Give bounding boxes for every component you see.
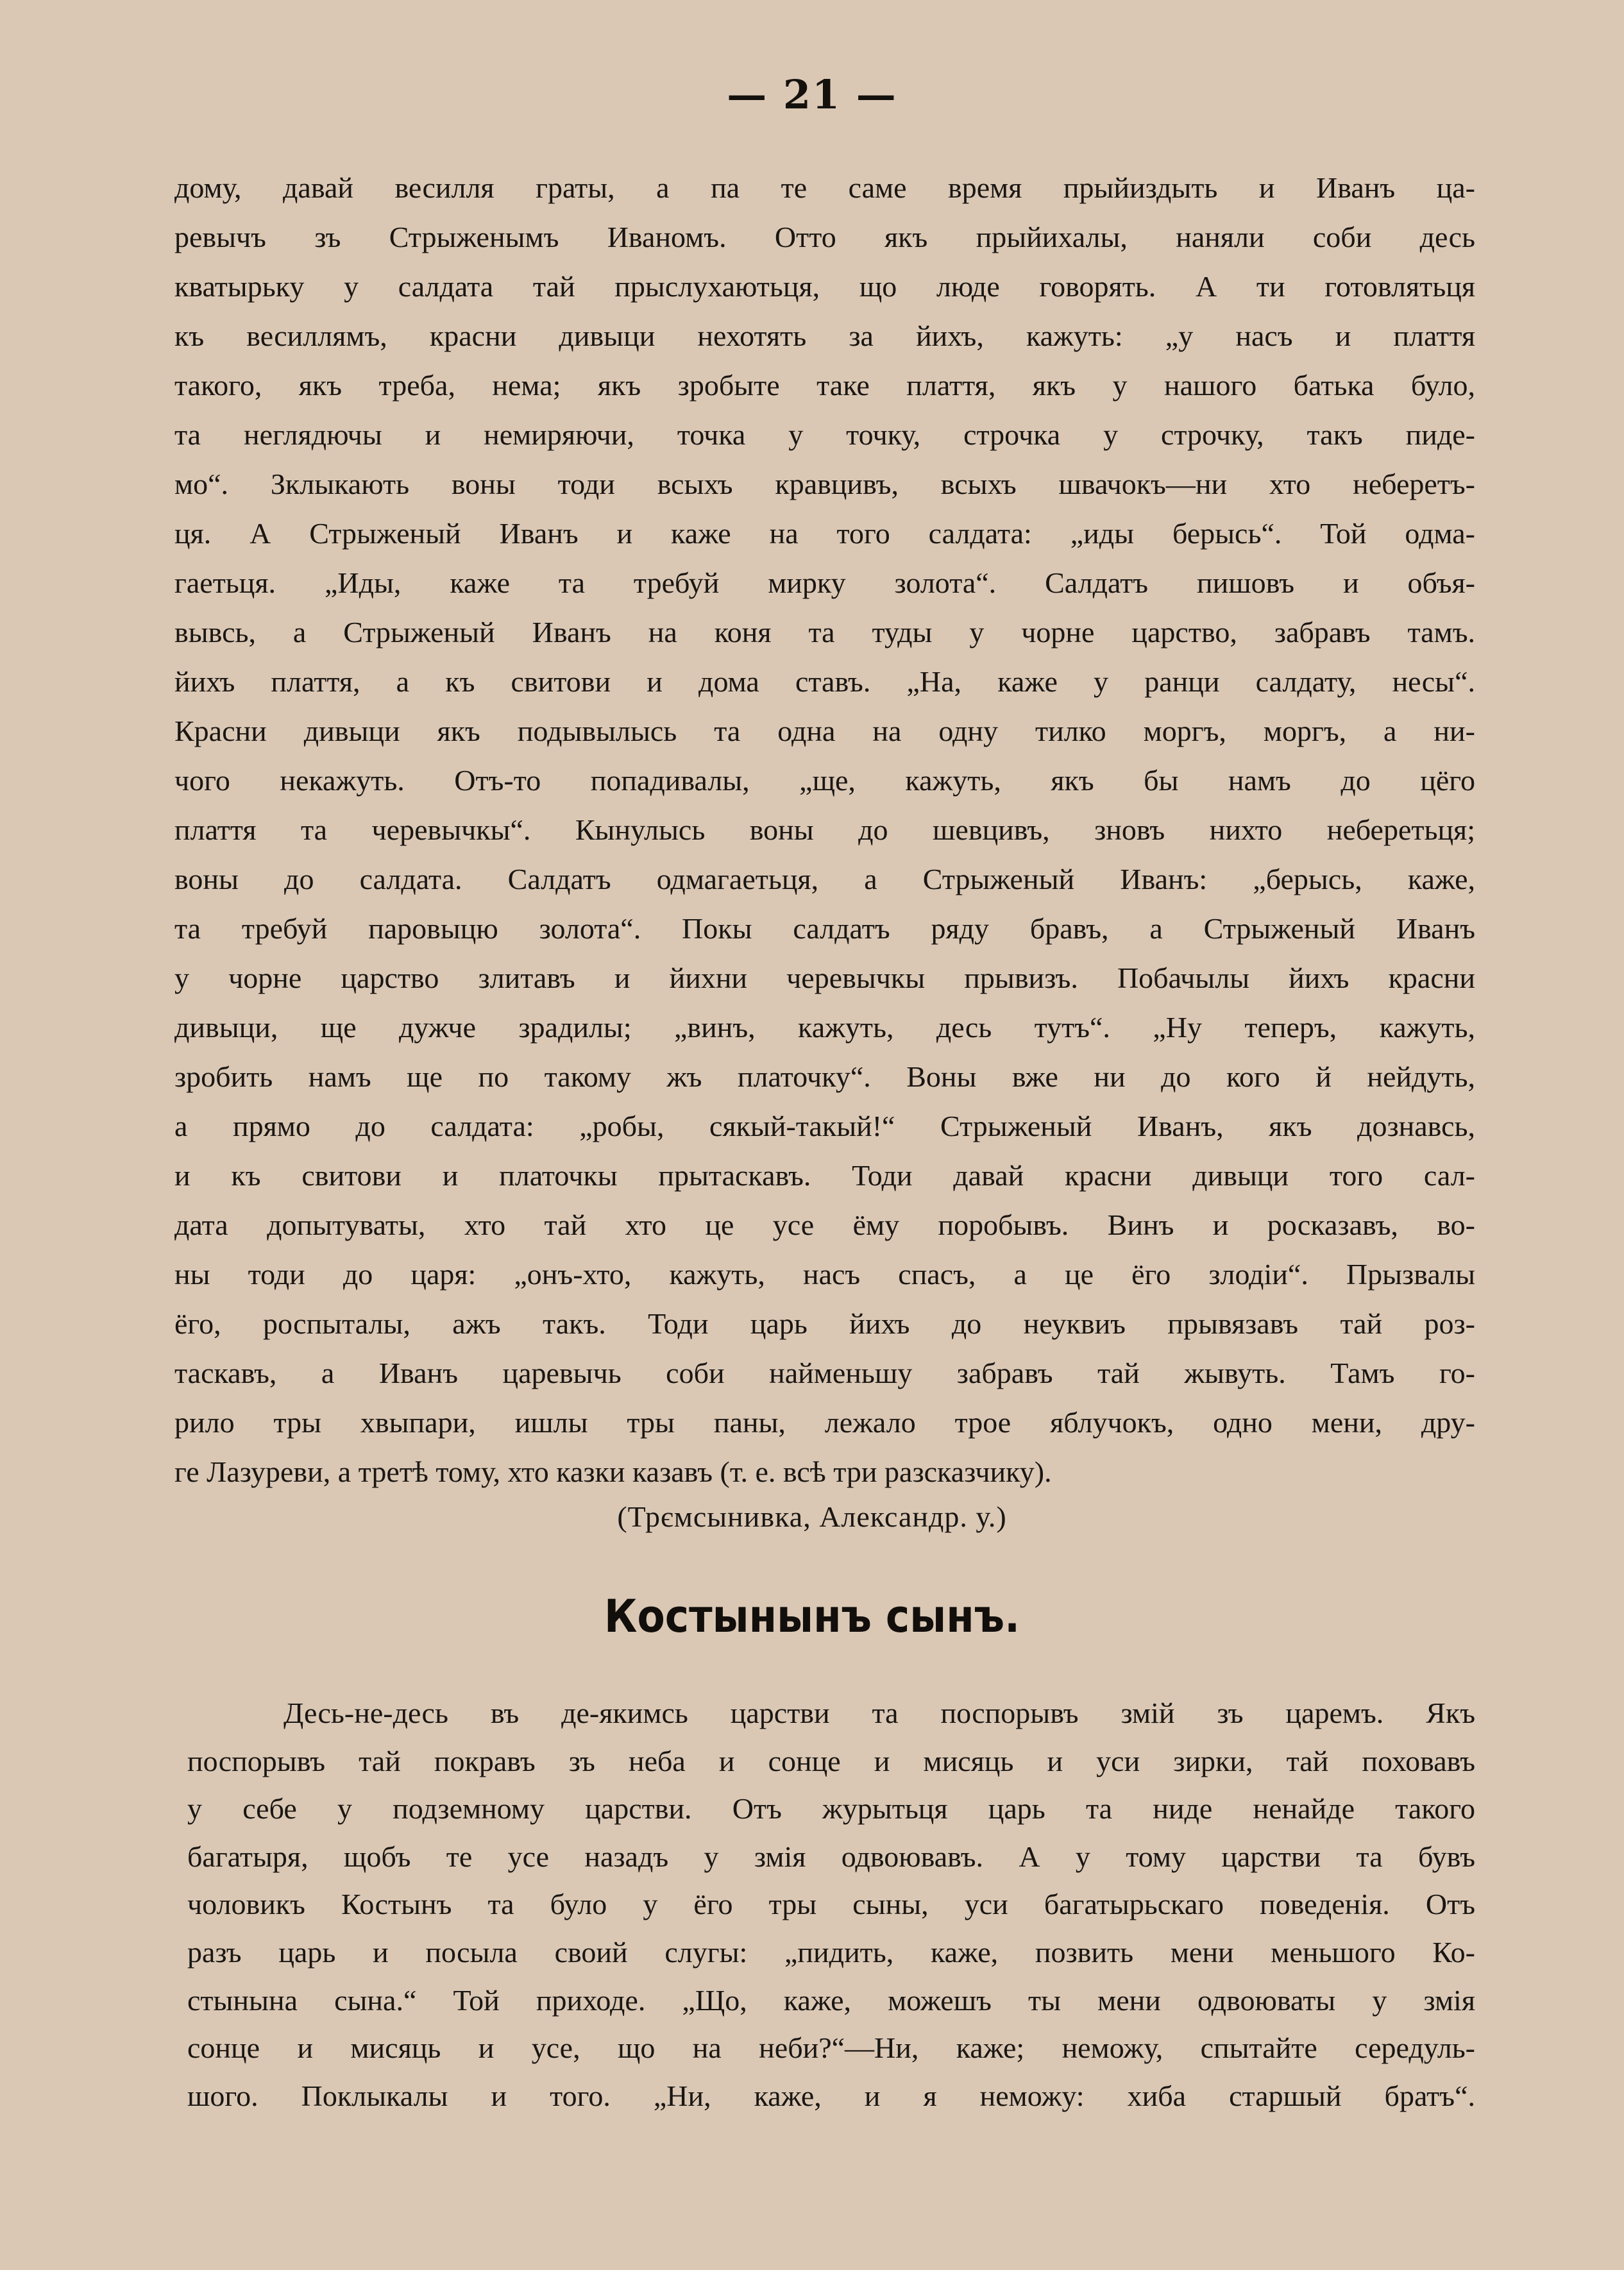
text-line: Красни дивыци якъ подывылысь та одна на одну тилко моргъ, моргъ, а ни- <box>174 715 1475 747</box>
text-line: таскавъ, а Иванъ царевычь соби найменьшу забравъ тай жывуть. Тамъ го- <box>174 1357 1475 1389</box>
text-line: йихъ плаття, а къ свитови и дома ставъ. „На, каже у ранци салдату, несы“. <box>174 665 1475 698</box>
text-line: воны до салдата. Салдатъ одмагаетьця, а Стрыженый Иванъ: „берысь, каже, <box>174 863 1475 895</box>
text-line: та неглядючы и немиряючи, точка у точку, строчка у строчку, такъ пиде- <box>174 418 1475 451</box>
text-line: и къ свитови и платочкы прытаскавъ. Тоди давай красни дивыци того сал- <box>174 1159 1475 1192</box>
text-line: Десь-не-десь въ де-якимсь царстви та поспорывъ змiй зъ царемъ. Якъ <box>283 1697 1475 1729</box>
paragraph-story-ending <box>174 163 1475 1496</box>
text-line: чого некажуть. Отъ-то попадивалы, „ще, кажуть, якъ бы намъ до цёго <box>174 764 1475 797</box>
text-line: дата допытуваты, хто тай хто це усе ёму поробывъ. Винъ и росказавъ, во- <box>174 1208 1475 1241</box>
text-line: шого. Поклыкалы и того. „Ни, каже, и я неможу: хиба старшый братъ“. <box>187 2079 1475 2112</box>
text-line: багатыря, щобъ те усе назадъ у змiя одвоювавъ. А у тому царстви та бувъ <box>187 1840 1475 1873</box>
text-line: зробить намъ ще по такому жъ платочку“. Воны вже ни до кого й нейдуть, <box>174 1060 1475 1093</box>
text-line: ёго, роспыталы, ажъ такъ. Тоди царь йихъ до неуквиъ прывязавъ тай роз- <box>174 1307 1475 1340</box>
text-line: рило тры хвыпари, ишлы тры паны, лежало трое яблучокъ, одно мени, дру- <box>174 1406 1475 1439</box>
text-line: вывсь, а Стрыженый Иванъ на коня та туды у чорне царство, забравъ тамъ. <box>174 616 1475 648</box>
text-line: дому, давай весилля граты, а па те саме время прыйиздыть и Иванъ ца- <box>174 171 1475 204</box>
text-line: у себе у подземному царстви. Отъ журытьця царь та ниде ненайде такого <box>187 1792 1475 1825</box>
text-line: та требуй паровыцю золота“. Покы салдатъ ряду бравъ, а Стрыженый Иванъ <box>174 912 1475 945</box>
text-line: къ весиллямъ, красни дивыци нехотять за йихъ, кажуть: „у насъ и плаття <box>174 319 1475 352</box>
story-attribution: (Трємсынивка, Александр. у.) <box>617 1500 1007 1533</box>
text-line: такого, якъ треба, нема; якъ зробыте таке плаття, якъ у нашого батька було, <box>174 369 1475 402</box>
paragraph-story-beginning <box>187 1690 1475 2120</box>
text-line: ге Лазуреви, а третѣ тому, хто казки казавъ (т. е. всѣ три разсказчику). <box>174 1455 1052 1488</box>
text-line: сонце и мисяць и усе, що на неби?“—Ни, каже; неможу, спытайте середуль- <box>187 2031 1475 2065</box>
story-title: Костынынъ сынъ. <box>604 1590 1020 1643</box>
text-line: дивыци, ще дужче зрадилы; „винъ, кажуть, десь тутъ“. „Ну теперъ, кажуть, <box>174 1011 1475 1044</box>
page-number: — 21 — <box>727 71 897 118</box>
text-line: ны тоди до царя: „онъ-хто, кажуть, насъ спасъ, а це ёго злодiи“. Прызвалы <box>174 1258 1475 1291</box>
text-line: кватырьку у салдата тай прыслухаютьця, що люде говорять. А ти готовлятьця <box>174 270 1475 303</box>
text-line: стынына сына.“ Той приходе. „Що, каже, можешъ ты мени одвоюваты у змiя <box>187 1983 1475 2017</box>
text-line: у чорне царство злитавъ и йихни черевычкы прывизъ. Побачылы йихъ красни <box>174 961 1475 994</box>
text-line: мо“. Зклыкають воны тоди всыхъ кравцивъ, всыхъ швачокъ—ни хто неберетъ- <box>174 468 1475 500</box>
text-line: а прямо до салдата: „робы, сякый-такый!“ Стрыженый Иванъ, якъ дознавсь, <box>174 1110 1475 1142</box>
text-line: ревычъ зъ Стрыженымъ Иваномъ. Отто якъ прыйихалы, наняли соби десь <box>174 221 1475 253</box>
text-line: плаття та черевычкы“. Кынулысь воны до шевцивъ, зновъ нихто неберетьця; <box>174 813 1475 846</box>
text-line: ця. А Стрыженый Иванъ и каже на того салдата: „иды берысь“. Той одма- <box>174 517 1475 550</box>
text-line: чоловикъ Костынъ та було у ёго тры сыны, уси багатырьскаго поведенiя. Отъ <box>187 1888 1475 1921</box>
text-line: поспорывъ тай покравъ зъ неба и сонце и мисяць и уси зирки, тай поховавъ <box>187 1744 1475 1777</box>
text-line: гаетьця. „Иды, каже та требуй мирку золота“. Салдатъ пишовъ и объя- <box>174 566 1475 599</box>
text-line: разъ царь и посыла своий слугы: „пидить, каже, позвить мени меньшого Ко- <box>187 1935 1475 1969</box>
